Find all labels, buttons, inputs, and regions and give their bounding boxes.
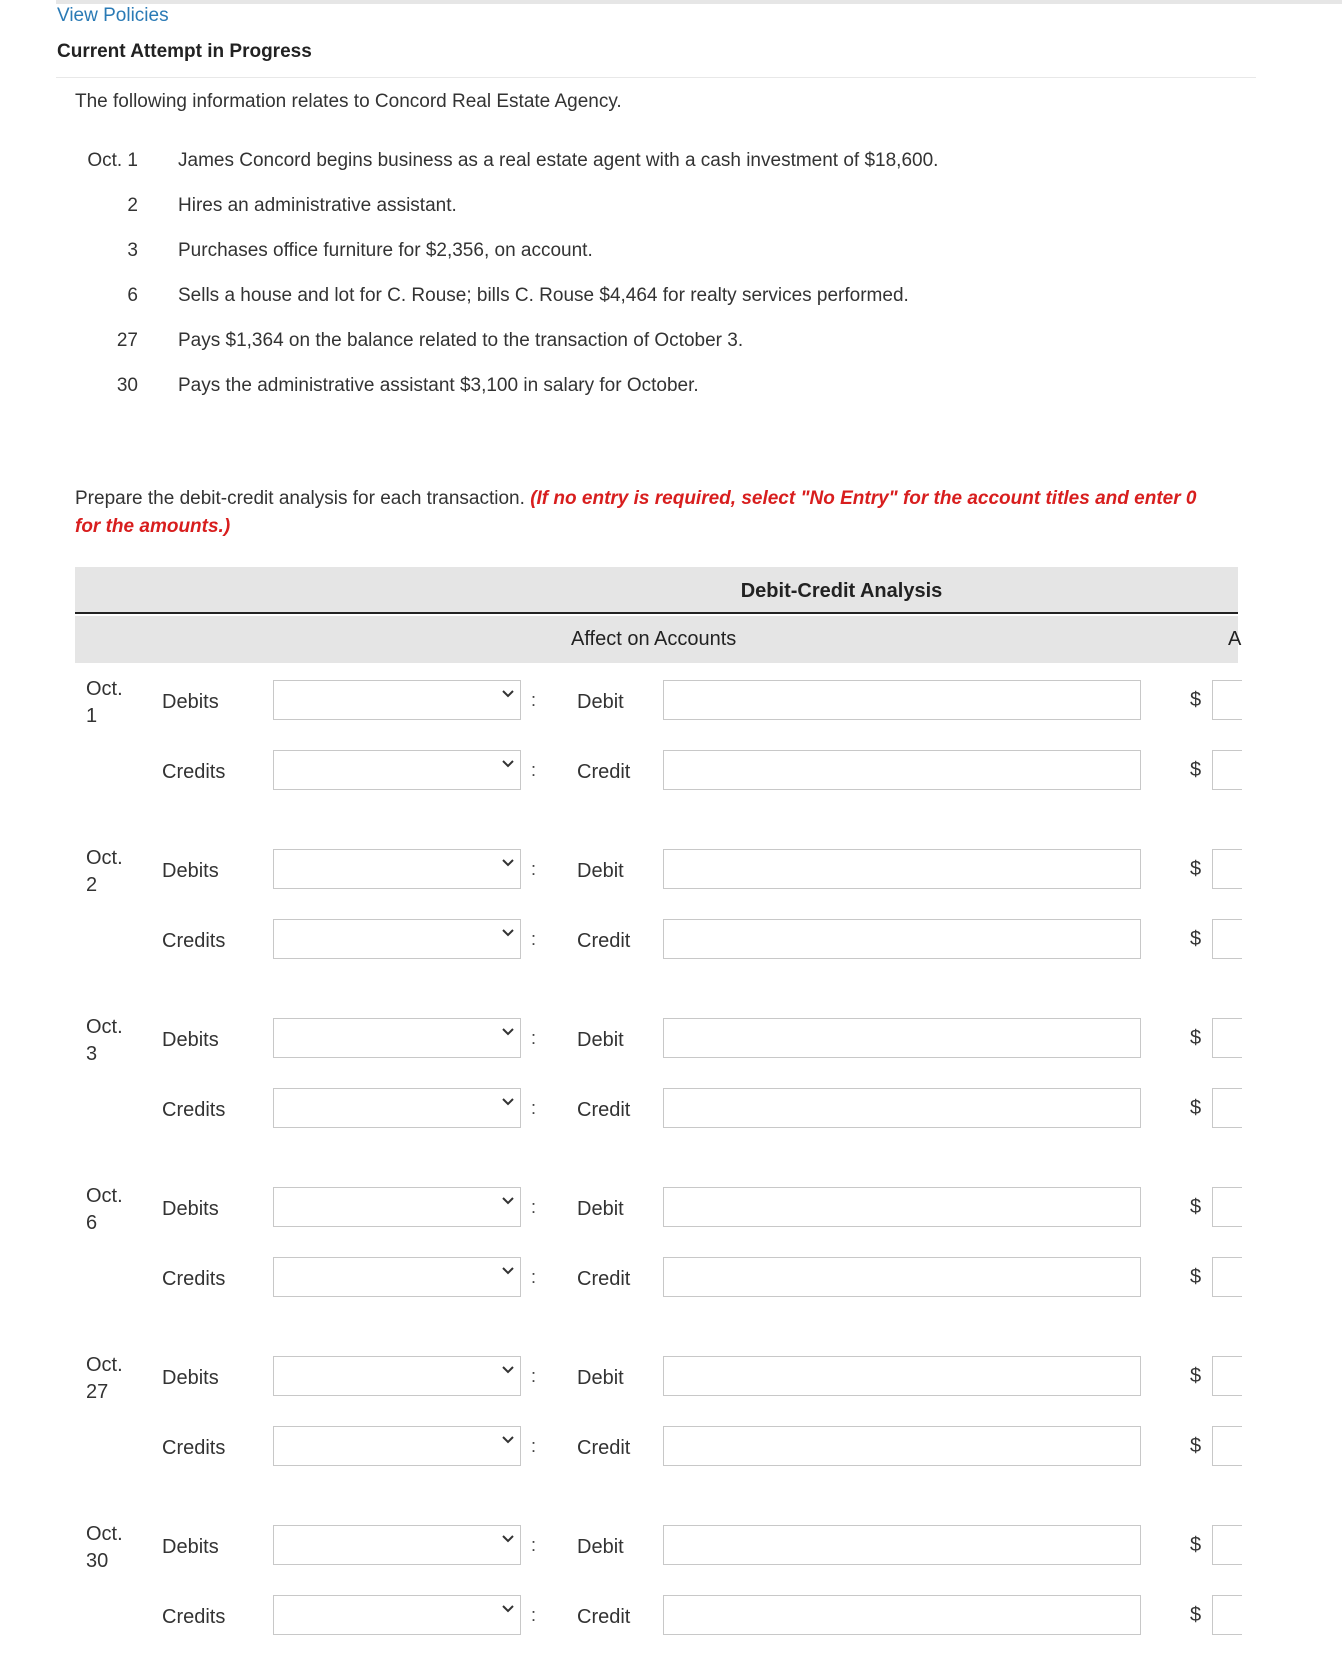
debits-label: Debits	[162, 1536, 219, 1558]
debits-account-select[interactable]	[273, 1018, 521, 1058]
debit-effect-input[interactable]	[663, 1525, 1141, 1565]
transaction-description: Pays $1,364 on the balance related to the transaction of October 3.	[178, 330, 744, 351]
debits-account-select[interactable]	[273, 1525, 521, 1565]
credit-effect-input[interactable]	[663, 1257, 1141, 1297]
currency-symbol: $	[1190, 759, 1202, 781]
top-divider	[56, 0, 1342, 4]
currency-symbol: $	[1190, 858, 1202, 880]
chevron-down-icon	[502, 1605, 514, 1613]
separator-colon: :	[531, 690, 537, 710]
debit-effect-input[interactable]	[663, 1018, 1141, 1058]
credits-label: Credits	[162, 1437, 226, 1459]
debits-account-select[interactable]	[273, 849, 521, 889]
debits-label: Debits	[162, 691, 219, 713]
credit-label: Credit	[577, 1606, 631, 1628]
page-title: Current Attempt in Progress	[57, 41, 312, 62]
credit-label: Credit	[577, 1268, 631, 1290]
chevron-down-icon	[502, 760, 514, 768]
separator-colon: :	[531, 1267, 537, 1287]
credit-effect-input[interactable]	[663, 750, 1141, 790]
credit-effect-input[interactable]	[663, 1426, 1141, 1466]
debit-amount-input[interactable]	[1212, 1187, 1242, 1227]
debits-account-select[interactable]	[273, 1187, 521, 1227]
debits-label: Debits	[162, 860, 219, 882]
separator-colon: :	[531, 1605, 537, 1625]
chevron-down-icon	[502, 1366, 514, 1374]
currency-symbol: $	[1190, 1435, 1202, 1457]
credit-amount-input[interactable]	[1212, 1257, 1242, 1297]
credits-label: Credits	[162, 1606, 226, 1628]
credits-label: Credits	[162, 930, 226, 952]
credits-account-select[interactable]	[273, 1088, 521, 1128]
credit-amount-input[interactable]	[1212, 919, 1242, 959]
credits-account-select[interactable]	[273, 1257, 521, 1297]
instructions	[75, 485, 1225, 541]
credits-label: Credits	[162, 761, 226, 783]
currency-symbol: $	[1190, 1097, 1202, 1119]
debits-account-select[interactable]	[273, 1356, 521, 1396]
debit-label: Debit	[577, 1198, 624, 1220]
transaction-description: Purchases office furniture for $2,356, on account.	[178, 240, 593, 261]
debit-effect-input[interactable]	[663, 1187, 1141, 1227]
chevron-down-icon	[502, 859, 514, 867]
row-date-month: Oct.	[86, 1185, 123, 1207]
separator-colon: :	[531, 1366, 537, 1386]
credit-amount-input[interactable]	[1212, 1088, 1242, 1128]
chevron-down-icon	[502, 1197, 514, 1205]
row-date-month: Oct.	[86, 1016, 123, 1038]
transaction-description: Sells a house and lot for C. Rouse; bills C. Rouse $4,464 for realty services performed.	[178, 285, 909, 306]
chevron-down-icon	[502, 929, 514, 937]
chevron-down-icon	[502, 1028, 514, 1036]
chevron-down-icon	[502, 1436, 514, 1444]
debits-account-select[interactable]	[273, 680, 521, 720]
credit-amount-input[interactable]	[1212, 750, 1242, 790]
table-subheader-row	[75, 616, 1242, 663]
debit-effect-input[interactable]	[663, 680, 1141, 720]
credits-account-select[interactable]	[273, 1426, 521, 1466]
currency-symbol: $	[1190, 689, 1202, 711]
separator-colon: :	[531, 859, 537, 879]
debit-effect-input[interactable]	[663, 849, 1141, 889]
debit-label: Debit	[577, 1029, 624, 1051]
separator-colon: :	[531, 1098, 537, 1118]
debit-label: Debit	[577, 1536, 624, 1558]
transaction-description: Pays the administrative assistant $3,100 in salary for October.	[178, 375, 699, 396]
table-title: Debit-Credit Analysis	[740, 580, 943, 602]
chevron-down-icon	[502, 1535, 514, 1543]
separator-colon: :	[531, 1535, 537, 1555]
currency-symbol: $	[1190, 1534, 1202, 1556]
credit-effect-input[interactable]	[663, 1595, 1141, 1635]
credits-account-select[interactable]	[273, 1595, 521, 1635]
debits-label: Debits	[162, 1198, 219, 1220]
credit-amount-input[interactable]	[1212, 1595, 1242, 1635]
debits-label: Debits	[162, 1367, 219, 1389]
transaction-date: 6	[127, 285, 138, 306]
row-date-day: 2	[86, 874, 98, 896]
row-date-month: Oct.	[86, 1354, 123, 1376]
transaction-date: Oct. 1	[87, 150, 138, 171]
row-date-day: 30	[86, 1550, 109, 1572]
transaction-description: Hires an administrative assistant.	[178, 195, 457, 216]
transaction-date: 27	[116, 330, 138, 351]
separator-colon: :	[531, 1197, 537, 1217]
transaction-description: James Concord begins business as a real estate agent with a cash investment of $18,600.	[178, 150, 939, 171]
debit-label: Debit	[577, 1367, 624, 1389]
table-subtitle: Affect on Accounts	[571, 628, 737, 650]
question-intro: The following information relates to Concord Real Estate Agency.	[75, 91, 622, 112]
chevron-down-icon	[502, 1267, 514, 1275]
instructions-note: (If no entry is required, select "No Entry" for the account titles and enter 0 for the amounts.)	[75, 488, 1197, 537]
credit-amount-input[interactable]	[1212, 1426, 1242, 1466]
table-clipped-header: A	[1228, 628, 1242, 650]
credit-effect-input[interactable]	[663, 1088, 1141, 1128]
debit-amount-input[interactable]	[1212, 849, 1242, 889]
transaction-date: 2	[127, 195, 138, 216]
instructions-text: Prepare the debit-credit analysis for each transaction.	[75, 488, 531, 509]
row-date-day: 6	[86, 1212, 98, 1234]
debit-amount-input[interactable]	[1212, 680, 1242, 720]
row-date-day: 27	[86, 1381, 109, 1403]
chevron-down-icon	[502, 1098, 514, 1106]
debit-effect-input[interactable]	[663, 1356, 1141, 1396]
separator-colon: :	[531, 929, 537, 949]
credit-label: Credit	[577, 761, 631, 783]
currency-symbol: $	[1190, 1365, 1202, 1387]
currency-symbol: $	[1190, 1266, 1202, 1288]
debits-label: Debits	[162, 1029, 219, 1051]
view-policies-link[interactable]: View Policies	[57, 5, 169, 26]
row-date-month: Oct.	[86, 847, 123, 869]
credit-effect-input[interactable]	[663, 919, 1141, 959]
separator-colon: :	[531, 760, 537, 780]
debit-label: Debit	[577, 860, 624, 882]
row-date-month: Oct.	[86, 678, 123, 700]
debit-label: Debit	[577, 691, 624, 713]
separator-colon: :	[531, 1436, 537, 1456]
credits-account-select[interactable]	[273, 919, 521, 959]
row-date-day: 3	[86, 1043, 98, 1065]
table-title-row	[75, 567, 1238, 614]
credits-label: Credits	[162, 1099, 226, 1121]
transaction-date: 30	[116, 375, 138, 396]
debit-amount-input[interactable]	[1212, 1356, 1242, 1396]
currency-symbol: $	[1190, 1604, 1202, 1626]
separator-colon: :	[531, 1028, 537, 1048]
credit-label: Credit	[577, 1437, 631, 1459]
currency-symbol: $	[1190, 1027, 1202, 1049]
credit-label: Credit	[577, 1099, 631, 1121]
transaction-date: 3	[127, 240, 138, 261]
row-date-month: Oct.	[86, 1523, 123, 1545]
currency-symbol: $	[1190, 1196, 1202, 1218]
debit-amount-input[interactable]	[1212, 1018, 1242, 1058]
credits-account-select[interactable]	[273, 750, 521, 790]
debit-amount-input[interactable]	[1212, 1525, 1242, 1565]
row-date-day: 1	[86, 705, 98, 727]
credits-label: Credits	[162, 1268, 226, 1290]
chevron-down-icon	[502, 690, 514, 698]
credit-label: Credit	[577, 930, 631, 952]
currency-symbol: $	[1190, 928, 1202, 950]
